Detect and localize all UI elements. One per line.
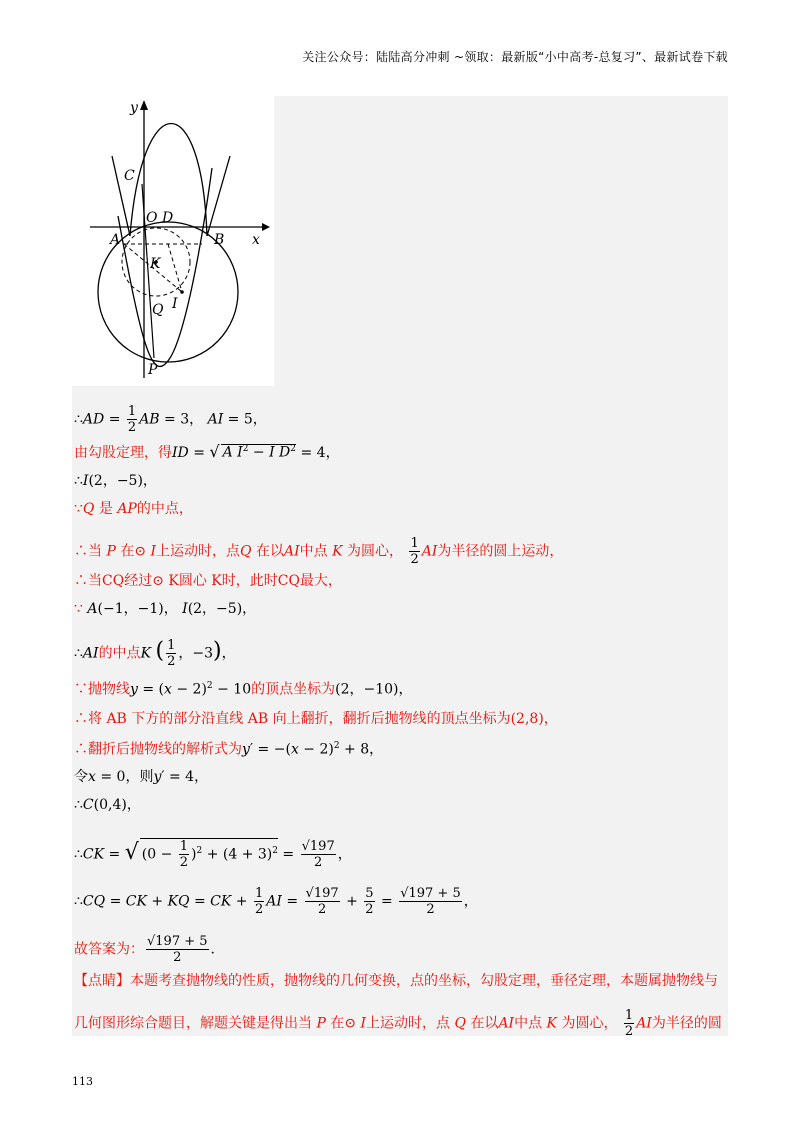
solution-line-4: ∵Q 是 AP的中点， bbox=[74, 501, 193, 517]
y-axis-arrow bbox=[140, 100, 148, 110]
label-Q: Q bbox=[152, 302, 164, 318]
answer-line: 故答案为： $\frac{√197 + 5}{2}$ . bbox=[74, 934, 215, 965]
solution-line-9: ∵抛物线$y = (x - 2)^2 - 10$的顶点坐标为(2，−10)， bbox=[74, 681, 413, 698]
label-y: y bbox=[130, 100, 138, 116]
comment-line-2: 几何图形综合题目，解题关键是得出当 P 在⊙ I上运动时，点 Q 在以AI中点 K 为圆心， $\frac{1}{2}$ AI为半径的圆 bbox=[74, 1008, 722, 1039]
comment-line-1: 【点睛】本题考查抛物线的性质，抛物线的几何变换，点的坐标，勾股定理，垂径定理，本题属抛物线与 bbox=[74, 973, 718, 989]
line-DI bbox=[168, 244, 182, 292]
label-D: D bbox=[162, 210, 174, 226]
page-number: 113 bbox=[72, 1075, 93, 1088]
label-P: P bbox=[148, 362, 158, 378]
right-arm bbox=[207, 156, 230, 236]
point-I bbox=[180, 290, 184, 294]
label-B: B bbox=[214, 232, 225, 248]
parabola-circle-diagram bbox=[72, 96, 274, 386]
label-K: K bbox=[150, 256, 161, 272]
solution-line-1: ∴AD = $\frac{1}{2}$ AB = 3， AI = 5， bbox=[74, 404, 267, 435]
solution-line-10: ∴将 AB 下方的部分沿直线 AB 向上翻折，翻折后抛物线的顶点坐标为(2,8)， bbox=[74, 711, 558, 727]
label-A: A bbox=[110, 232, 121, 248]
solution-line-3: ∴I(2，−5)， bbox=[74, 473, 157, 489]
geometry-figure bbox=[72, 96, 274, 386]
lower-parabola-arc bbox=[118, 168, 212, 366]
solution-line-5: ∴当 P 在⊙ I上运动时，点Q 在以AI中点 K 为圆心， $\frac{1}{2}$ AI为半径的圆上运动， bbox=[74, 536, 564, 567]
solution-line-8: ∴AI的中点K ( $\frac{1}{2}$ ，−3)， bbox=[74, 638, 236, 669]
solution-line-11: ∴翻折后抛物线的解析式为$y' = -(x - 2)^2 + 8$， bbox=[74, 741, 384, 758]
label-I: I bbox=[172, 296, 178, 312]
solution-line-2: 由勾股定理，得ID = √ A $I^2 - I$ $D^2 = 4$， bbox=[74, 442, 340, 461]
label-x: x bbox=[252, 232, 260, 248]
solution-line-14: ∴CK = √ (0 − $\frac{1}{2}$ )$^2 + (4 + 3)^2$ = $\frac{√197}{2}$ ， bbox=[74, 839, 352, 870]
solution-line-6: ∴当CQ经过⊙ K圆心 K时，此时CQ最大， bbox=[74, 573, 342, 589]
label-O: O bbox=[146, 210, 158, 226]
solution-line-7: ∵ A(−1，−1)， I(2，−5)， bbox=[74, 601, 257, 617]
solution-line-15: ∴CQ = CK + KQ = CK + $\frac{1}{2}$ AI = $\frac{√197}{2}$ + $\frac{5}{2}$ = $\frac{√197 + 5}{2}$ ， bbox=[74, 886, 478, 917]
label-C: C bbox=[124, 168, 135, 184]
page-header: 关注公众号：陆陆高分冲刺 ~领取：最新版“小中高考-总复习”、最新试卷下载 bbox=[302, 50, 728, 64]
solution-line-12: 令x = 0，则y′ = 4， bbox=[74, 769, 209, 785]
solution-line-13: ∴C(0,4)， bbox=[74, 797, 141, 813]
x-axis-arrow bbox=[262, 223, 270, 231]
